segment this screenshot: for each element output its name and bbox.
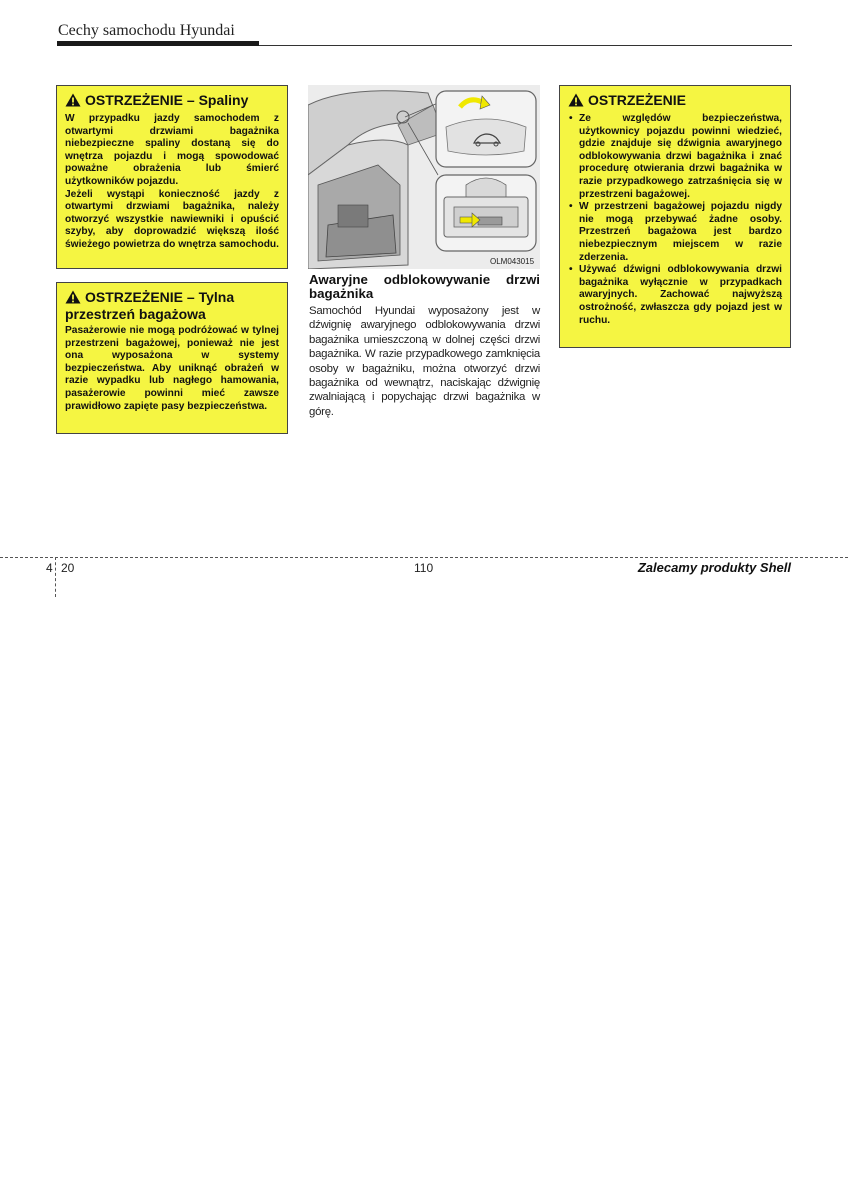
footer-chapter: 4 (46, 561, 53, 575)
warning-triangle-icon (568, 93, 584, 110)
header-title: Cechy samochodu Hyundai (58, 22, 235, 39)
warning-title-text: OSTRZEŻENIE – Tylna przestrzeń bagażowa (65, 289, 235, 322)
header-rule (57, 41, 259, 46)
warning-list-item: • Używać dźwigni odblokowywania drzwi bagażnika wyłącznie w przypadkach awaryjnych. Zachować najwyższą ostrożność, zwłaszcza gdy pojazd jest w ruchu. (568, 264, 782, 327)
header-rule-thin (259, 45, 792, 46)
warning-paragraph: Jeżeli wystąpi konieczność jazdy z otwartymi drzwiami bagażnika, należy otworzyć wszystkie nawiewniki i opuścić szyby, aby doprowadzić większą ilość świeżego powietrza do wnętrza samochodu. (65, 188, 279, 250)
warning-list-item: • W przestrzeni bagażowej pojazdu nigdy nie mogą przebywać żadne osoby. Przestrzeń bagażowa jest bardzo niebezpiecznym miejscem w razie zderzenia. (568, 201, 782, 264)
warning-box-exhaust (56, 85, 288, 269)
footer-vertical-divider (55, 557, 56, 597)
warning-body (65, 325, 279, 413)
warning-triangle-icon (65, 290, 81, 307)
footer-divider (0, 557, 848, 558)
warning-triangle-icon (65, 93, 81, 110)
warning-paragraph: W przypadku jazdy samochodem z otwartymi drzwiami bagażnika niebezpieczne spaliny dostaną się do wnętrza pojazdu i mogą spowodować poważne obrażenia lub śmierć użytkowników pojazdu. (65, 113, 279, 187)
section-body: Samochód Hyundai wyposażony jest w dźwignię awaryjnego odblokowywania drzwi bagażnika umieszczoną w dolnej części drzwi bagażnika. W razie przypadkowego zamknięcia osoby w bagażniku, można otworzyć drzwi bagażnika od wewnątrz, naciskając dźwignię zwalniającą i popychając drzwi bagażnika w górę. (309, 305, 540, 418)
section-heading: Awaryjne odblokowywanie drzwi bagażnika (309, 272, 540, 301)
warning-title-text: OSTRZEŻENIE (588, 92, 687, 108)
warning-list (568, 113, 782, 327)
footer-brand-note: Zalecamy produkty Shell (637, 560, 791, 575)
warning-title (65, 290, 279, 322)
warning-title-text: OSTRZEŻENIE – Spaliny (85, 92, 249, 108)
warning-body (65, 113, 279, 252)
warning-title (568, 93, 782, 110)
warning-box-cargo (56, 282, 288, 434)
footer-page: 20 (61, 561, 75, 575)
figure-caption: OLM043015 (490, 257, 535, 266)
warning-paragraph: Pasażerowie nie mogą podróżować w tylnej przestrzeni bagażowej, ponieważ nie jest ona wyposażona w systemy bezpieczeństwa. Aby uniknąć obrażeń w razie wypadku lub nagłego hamowania, pasażerowie powinni mieć zawsze prawidłowo zapięte pasy bezpieczeństwa. (65, 325, 279, 412)
warning-title (65, 93, 279, 110)
warning-list-item: • Ze względów bezpieczeństwa, użytkownicy pojazdu powinni wiedzieć, gdzie znajduje się dźwignia awaryjnego odblokowywania drzwi bagażnika i znać procedurę otwierania drzwi bagażnika w razie przypadkowego zatrzaśnięcia się w przestrzeni bagażowej. (568, 113, 782, 201)
footer-page-number: 110 (414, 561, 434, 575)
tailgate-illustration (308, 85, 540, 269)
warning-box-general (559, 85, 791, 348)
tailgate-illustration-drawing (308, 85, 540, 269)
